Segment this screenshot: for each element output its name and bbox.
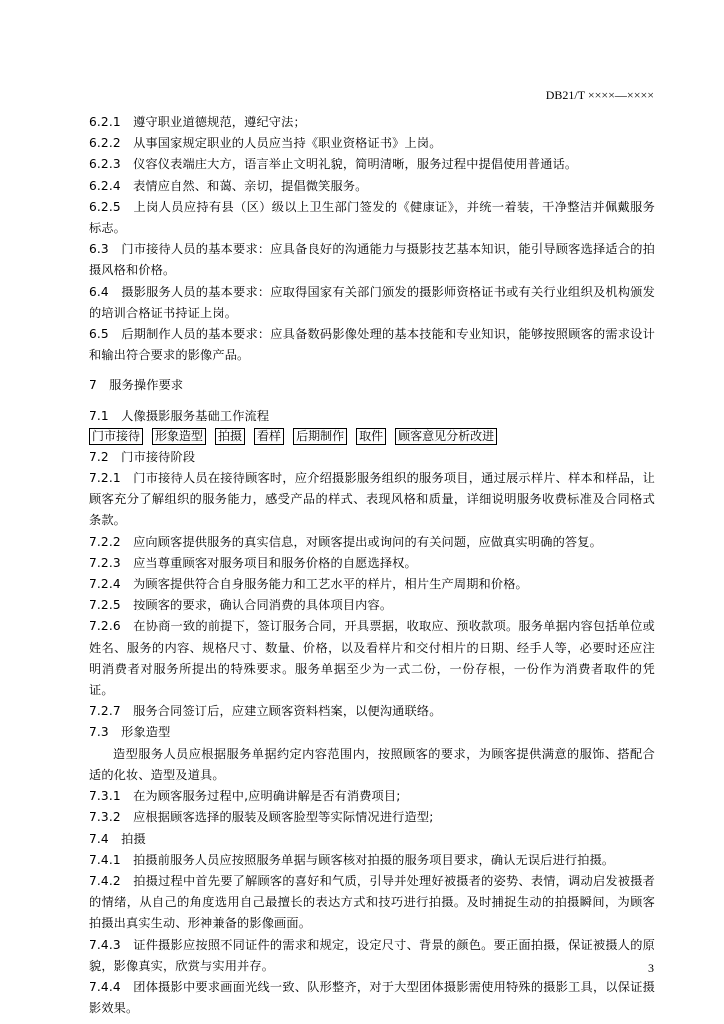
paragraph: 7.3 形象造型 xyxy=(89,725,171,740)
paragraph: 6.2.2 从事国家规定职业的人员应当持《职业资格证书》上岗。 xyxy=(89,136,442,151)
paragraph: 6.5 后期制作人员的基本要求：应具备数码影像处理的基本技能和专业知识，能够按照顾客的需求设计和输出符合要求的影像产品。 xyxy=(89,327,655,363)
paragraph: 7.2.7 服务合同签订后，应建立顾客资料档案，以便沟通联络。 xyxy=(89,704,442,719)
flow-step-box: 看样 xyxy=(254,428,284,445)
section-7 xyxy=(89,447,655,1019)
paragraph: 7 服务操作要求 xyxy=(89,378,184,393)
paragraph: 7.4.4 团体摄影中要求画面光线一致、队形整齐，对于大型团体摄影需使用特殊的摄影工具，以保证摄影效果。 xyxy=(89,979,655,1016)
paragraph: 7.2.6 在协商一致的前提下，签订服务合同，开具票据，收取应、预收款项。服务单据内容包括单位或姓名、服务的内容、规格尺寸、数量、价格，以及看样片和交付相片的日期、经手人等，必要时还应注明消费者对服务所提出的特殊要求。服务单据至少为一式二份，一份存根，一份作为消费者取件的凭证。 xyxy=(89,619,655,698)
paragraph: 7.4.2 拍摄过程中首先要了解顾客的喜好和气质，引导并处理好被摄者的姿势、表情，调动启发被摄者的情绪，从自己的角度选用自己最擅长的表达方式和技巧进行拍摄。及时捕捉生动的拍摄瞬间，为顾客拍摄出真实生动、形神兼备的影像画面。 xyxy=(89,873,655,931)
paragraph: 7.4 拍摄 xyxy=(89,831,146,846)
paragraph: 7.2.2 应向顾客提供服务的真实信息，对顾客提出或询问的有关问题，应做真实明确的答复。 xyxy=(89,534,602,549)
page-number: 3 xyxy=(648,961,654,975)
doc-code-header: DB21/T ××××—×××× xyxy=(545,88,654,102)
paragraph: 7.2 门市接待阶段 xyxy=(89,449,196,464)
paragraph: 6.3 门市接待人员的基本要求：应具备良好的沟通能力与摄影技艺基本知识，能引导顾客选择适合的拍摄风格和价格。 xyxy=(89,242,655,278)
flow-step-box: 取件 xyxy=(356,428,386,445)
paragraph: 7.3.1 在为顾客服务过程中,应明确讲解是否有消费项目; xyxy=(89,789,401,804)
paragraph: 6.2.1 遵守职业道德规范，遵纪守法； xyxy=(89,115,306,129)
flow-step-box: 顾客意见分析改进 xyxy=(395,428,497,445)
flow-step-box: 门市接待 xyxy=(89,428,143,445)
paragraph: 造型服务人员应根据服务单据约定内容范围内，按照顾客的要求，为顾客提供满意的服饰、搭配合适的化妆、造型及道具。 xyxy=(89,746,655,782)
paragraph: 6.2.4 表情应自然、和蔼、亲切，提倡微笑服务。 xyxy=(89,178,368,193)
paragraph: 7.4.3 证件摄影应按照不同证件的需求和规定，设定尺寸、背景的颜色。要正面拍摄，保证被摄人的原貌，影像真实，欣赏与实用并存。 xyxy=(89,937,655,973)
paragraph: 7.1 人像摄影服务基础工作流程 xyxy=(89,408,270,423)
paragraph: 6.2.3 仪容仪表端庄大方，语言举止文明礼貌，简明清晰，服务过程中提倡使用普通话。 xyxy=(89,157,578,172)
paragraph: 7.2.4 为顾客提供符合自身服务能力和工艺水平的样片，相片生产周期和价格。 xyxy=(89,577,528,592)
section-6 xyxy=(89,112,655,427)
flow-step-box: 拍摄 xyxy=(215,428,245,445)
paragraph: 6.2.5 上岗人员应持有县（区）级以上卫生部门签发的《健康证》，并统一着装，干净整洁并佩戴服务标志。 xyxy=(89,199,655,236)
document-body xyxy=(89,112,655,1019)
workflow-chart xyxy=(89,427,655,447)
paragraph: 6.4 摄影服务人员的基本要求：应取得国家有关部门颁发的摄影师资格证书或有关行业组织及机构颁发的培训合格证书持证上岗。 xyxy=(89,284,655,320)
paragraph: 7.4.1 拍摄前服务人员应按照服务单据与顾客核对拍摄的服务项目要求，确认无误后进行拍摄。 xyxy=(89,852,615,867)
flow-step-box: 形象造型 xyxy=(152,428,206,445)
paragraph: 7.2.5 按顾客的要求，确认合同消费的具体项目内容。 xyxy=(89,598,393,613)
paragraph: 7.3.2 应根据顾客选择的服装及顾客脸型等实际情况进行造型; xyxy=(89,810,434,825)
paragraph: 7.2.1 门市接待人员在接待顾客时，应介绍摄影服务组织的服务项目，通过展示样片、样本和样品，让顾客充分了解组织的服务能力，感受产品的样式、表现风格和质量，详细说明服务收费标准及合同格式条款。 xyxy=(89,471,655,528)
flow-step-box: 后期制作 xyxy=(293,428,347,445)
paragraph: 7.2.3 应当尊重顾客对服务项目和服务价格的自愿选择权。 xyxy=(89,555,417,570)
